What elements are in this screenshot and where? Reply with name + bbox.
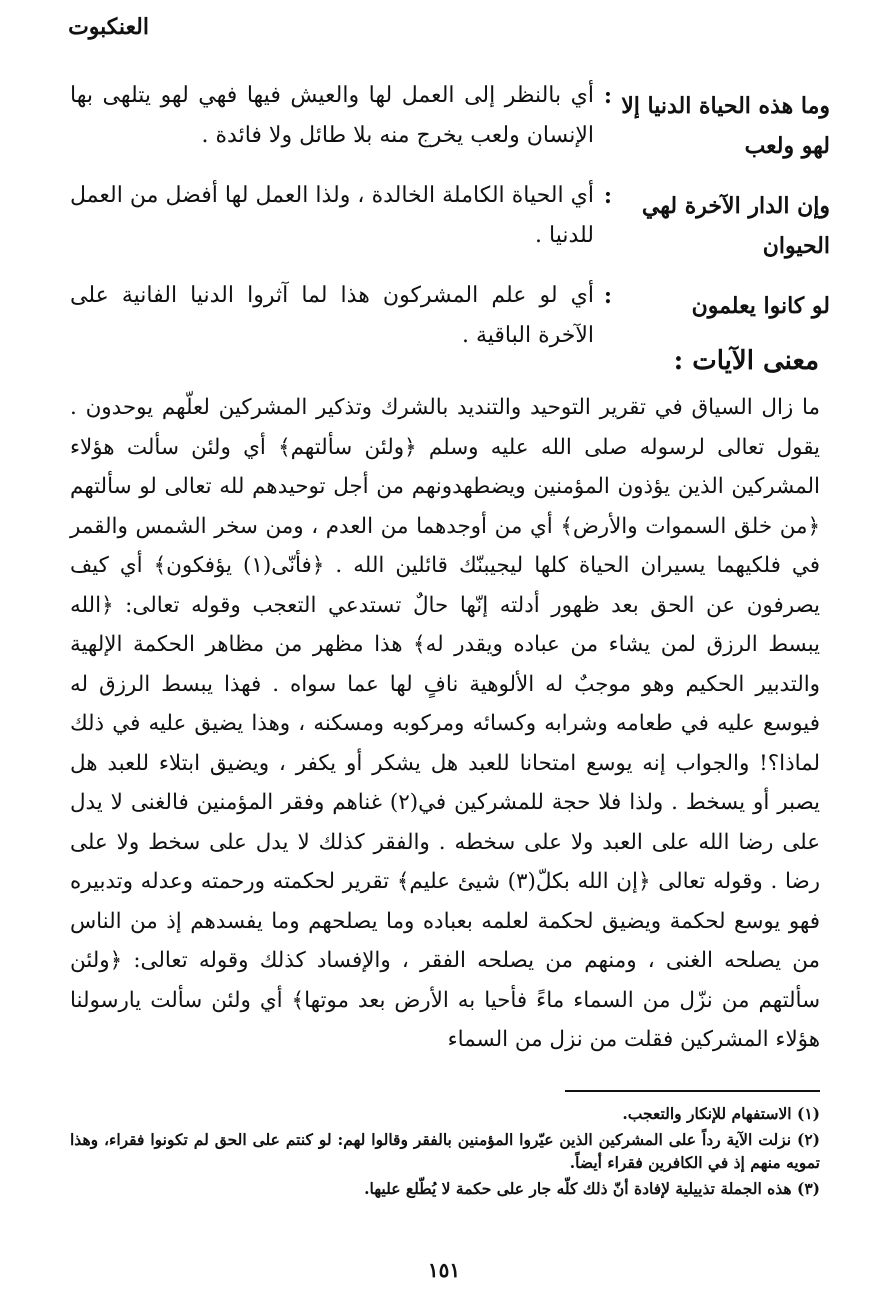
section-title: معنى الآيات : <box>673 346 819 376</box>
glossary-row <box>70 176 830 266</box>
running-header: العنكبوت <box>68 14 149 40</box>
glossary-definition: : أي لو علم المشركون هذا لما آثروا الدنيا الفانية على الآخرة الباقية . <box>70 276 612 356</box>
footnote-3: (٣) هذه الجملة تذييلية لإفادة أنّ ذلك كلّه جار على حكمة لا يُطّلع عليها. <box>364 1179 820 1198</box>
glossary-definition: : أي الحياة الكاملة الخالدة ، ولذا العمل لها أفضل من العمل للدنيا . <box>70 176 612 266</box>
glossary-row <box>70 76 830 166</box>
glossary-term: لو كانوا يعلمون <box>691 293 830 319</box>
footnote-1: (١) الاستفهام للإنكار والتعجب. <box>622 1104 820 1123</box>
glossary-term: وما هذه الحياة الدنيا إلا لهو ولعب <box>621 93 830 159</box>
body-paragraph: ما زال السياق في تقرير التوحيد والتنديد بالشرك وتذكير المشركين لعلّهم يوحدون . يقول تعالى لرسوله صلى الله عليه وسلم ﴿ولئن سألتهم﴾ أي ولئن سألت هؤلاء المشركين الذين يؤذون المؤمنين ويضطهدونهم من أجل توحيدهم لله تعالى لو سألتهم ﴿من خلق السموات والأرض﴾ أي من أوجدهما من العدم ، ومن سخر الشمس والقمر في فلكيهما يسيران الحياة كلها ليجيبنّك قائلين الله . ﴿فأنّى(١) يؤفكون﴾ أي كيف يصرفون عن الحق بعد ظهور أدلته إنّها حالٌ تستدعي التعجب وقوله تعالى: ﴿الله يبسط الرزق لمن يشاء من عباده ويقدر له﴾ هذا مظهر من مظاهر الحكمة الإلهية والتدبير الحكيم وهو موجبٌ له الألوهية نافٍ لها عما سواه . فهذا يبسط الرزق له فيوسع عليه في طعامه وشرابه وكسائه ومركوبه ومسكنه ، وهذا يضيق عليه في ذلك لماذا؟! والجواب إنه يوسع امتحانا للعبد هل يشكر أو يكفر ، ويضيق ابتلاء للعبد هل يصبر أو يسخط . ولذا فلا حجة للمشركين في(٢) غناهم وفقر المؤمنين فالغنى لا يدل على رضا الله على العبد ولا على سخطه . والفقر كذلك لا يدل على سخط ولا على رضا . وقوله تعالى ﴿إن الله بكلّ(٣) شيئ عليم﴾ تقرير لحكمته ورحمته وعدله وتدبيره فهو يوسع لحكمة ويضيق لحكمة لعلمه بعباده وما يصلحهم وما يفسدهم إذ من الناس من يصلحه الغنى ، ومنهم من يصلحه الفقر ، والإفساد كذلك وقوله تعالى: ﴿ولئن سألتهم من نزّل من السماء ماءً فأحيا به الأرض بعد موتها﴾ أي ولئن سألت يارسولنا هؤلاء المشركين فقلت من نزل من السماء <box>70 395 821 1052</box>
glossary-term: وإن الدار الآخرة لهي الحيوان <box>641 193 830 259</box>
footnotes <box>70 1102 820 1203</box>
glossary-row <box>70 276 830 356</box>
word-glossary <box>70 76 830 366</box>
page-number: ١٥١ <box>427 1258 461 1282</box>
commentary-body <box>70 388 820 1060</box>
footnote-2: (٢) نزلت الآية رداً على المشركين الذين عيّروا المؤمنين بالفقر وقالوا لهم: لو كنتم على الحق لم تكونوا فقراء، وهذا تمويه منهم إذ في الكافرين فقراء أيضاً. <box>70 1130 820 1172</box>
footnote-separator <box>565 1090 820 1092</box>
glossary-definition: : أي بالنظر إلى العمل لها والعيش فيها فهي لهو يتلهى بها الإنسان ولعب يخرج منه بلا طائل ولا فائدة . <box>70 76 612 166</box>
